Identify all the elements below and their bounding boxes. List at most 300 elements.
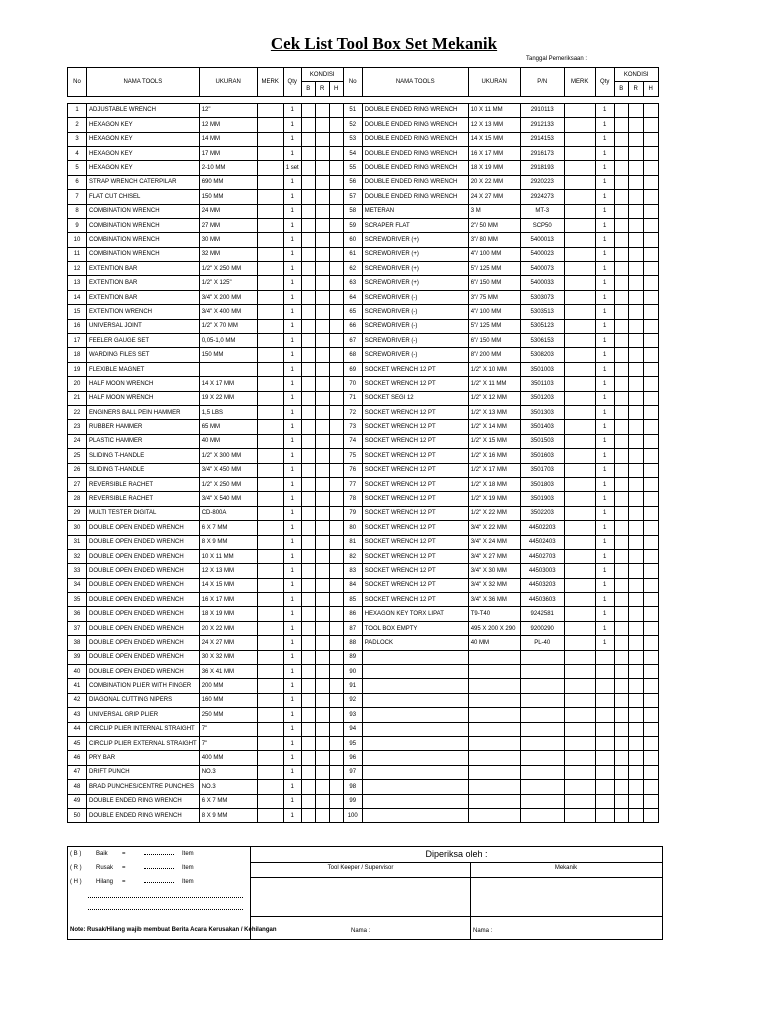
- right-merk[interactable]: [564, 477, 595, 491]
- left-kondisi-b[interactable]: [301, 204, 315, 218]
- right-kondisi-r[interactable]: [628, 621, 643, 635]
- left-kondisi-r[interactable]: [315, 477, 329, 491]
- right-kondisi-b[interactable]: [614, 549, 628, 563]
- right-kondisi-r[interactable]: [628, 334, 643, 348]
- left-kondisi-b[interactable]: [301, 103, 315, 117]
- right-kondisi-h[interactable]: [643, 679, 658, 693]
- right-kondisi-b[interactable]: [614, 190, 628, 204]
- right-kondisi-r[interactable]: [628, 103, 643, 117]
- left-kondisi-h[interactable]: [329, 492, 343, 506]
- left-merk[interactable]: [257, 621, 283, 635]
- left-kondisi-b[interactable]: [301, 175, 315, 189]
- right-kondisi-h[interactable]: [643, 751, 658, 765]
- left-kondisi-b[interactable]: [301, 665, 315, 679]
- left-kondisi-h[interactable]: [329, 161, 343, 175]
- left-kondisi-h[interactable]: [329, 780, 343, 794]
- right-kondisi-b[interactable]: [614, 204, 628, 218]
- right-kondisi-r[interactable]: [628, 521, 643, 535]
- right-kondisi-r[interactable]: [628, 434, 643, 448]
- right-kondisi-r[interactable]: [628, 348, 643, 362]
- left-kondisi-r[interactable]: [315, 305, 329, 319]
- left-merk[interactable]: [257, 334, 283, 348]
- left-kondisi-r[interactable]: [315, 190, 329, 204]
- left-kondisi-b[interactable]: [301, 262, 315, 276]
- right-kondisi-b[interactable]: [614, 521, 628, 535]
- right-kondisi-h[interactable]: [643, 708, 658, 722]
- right-merk[interactable]: [564, 693, 595, 707]
- right-kondisi-r[interactable]: [628, 146, 643, 160]
- right-merk[interactable]: [564, 103, 595, 117]
- left-kondisi-h[interactable]: [329, 521, 343, 535]
- left-kondisi-r[interactable]: [315, 549, 329, 563]
- right-kondisi-h[interactable]: [643, 535, 658, 549]
- left-kondisi-h[interactable]: [329, 405, 343, 419]
- left-merk[interactable]: [257, 780, 283, 794]
- right-kondisi-r[interactable]: [628, 305, 643, 319]
- right-kondisi-b[interactable]: [614, 146, 628, 160]
- right-kondisi-h[interactable]: [643, 118, 658, 132]
- right-merk[interactable]: [564, 578, 595, 592]
- left-merk[interactable]: [257, 146, 283, 160]
- left-kondisi-r[interactable]: [315, 607, 329, 621]
- right-kondisi-b[interactable]: [614, 477, 628, 491]
- left-kondisi-r[interactable]: [315, 262, 329, 276]
- right-merk[interactable]: [564, 650, 595, 664]
- left-kondisi-b[interactable]: [301, 751, 315, 765]
- right-kondisi-b[interactable]: [614, 535, 628, 549]
- right-kondisi-h[interactable]: [643, 218, 658, 232]
- right-kondisi-h[interactable]: [643, 103, 658, 117]
- left-merk[interactable]: [257, 305, 283, 319]
- right-kondisi-h[interactable]: [643, 204, 658, 218]
- left-kondisi-r[interactable]: [315, 233, 329, 247]
- left-merk[interactable]: [257, 233, 283, 247]
- left-kondisi-r[interactable]: [315, 449, 329, 463]
- left-kondisi-b[interactable]: [301, 564, 315, 578]
- left-kondisi-r[interactable]: [315, 521, 329, 535]
- left-kondisi-b[interactable]: [301, 290, 315, 304]
- left-kondisi-h[interactable]: [329, 175, 343, 189]
- left-merk[interactable]: [257, 290, 283, 304]
- left-kondisi-b[interactable]: [301, 621, 315, 635]
- right-merk[interactable]: [564, 751, 595, 765]
- right-kondisi-h[interactable]: [643, 736, 658, 750]
- right-kondisi-b[interactable]: [614, 751, 628, 765]
- right-kondisi-b[interactable]: [614, 319, 628, 333]
- left-kondisi-h[interactable]: [329, 132, 343, 146]
- left-kondisi-r[interactable]: [315, 794, 329, 808]
- left-kondisi-r[interactable]: [315, 578, 329, 592]
- right-kondisi-h[interactable]: [643, 765, 658, 779]
- left-merk[interactable]: [257, 506, 283, 520]
- right-kondisi-r[interactable]: [628, 132, 643, 146]
- left-kondisi-r[interactable]: [315, 780, 329, 794]
- right-kondisi-h[interactable]: [643, 247, 658, 261]
- right-kondisi-h[interactable]: [643, 780, 658, 794]
- left-merk[interactable]: [257, 161, 283, 175]
- left-merk[interactable]: [257, 218, 283, 232]
- blank-line[interactable]: [144, 854, 174, 855]
- left-kondisi-b[interactable]: [301, 146, 315, 160]
- left-kondisi-h[interactable]: [329, 190, 343, 204]
- right-merk[interactable]: [564, 348, 595, 362]
- left-kondisi-h[interactable]: [329, 276, 343, 290]
- right-merk[interactable]: [564, 535, 595, 549]
- right-kondisi-r[interactable]: [628, 679, 643, 693]
- left-kondisi-h[interactable]: [329, 679, 343, 693]
- left-kondisi-h[interactable]: [329, 477, 343, 491]
- right-kondisi-b[interactable]: [614, 578, 628, 592]
- left-merk[interactable]: [257, 549, 283, 563]
- left-kondisi-h[interactable]: [329, 247, 343, 261]
- right-kondisi-h[interactable]: [643, 233, 658, 247]
- left-merk[interactable]: [257, 736, 283, 750]
- left-merk[interactable]: [257, 492, 283, 506]
- right-merk[interactable]: [564, 722, 595, 736]
- right-kondisi-b[interactable]: [614, 607, 628, 621]
- right-kondisi-b[interactable]: [614, 492, 628, 506]
- left-merk[interactable]: [257, 636, 283, 650]
- left-kondisi-h[interactable]: [329, 290, 343, 304]
- left-kondisi-r[interactable]: [315, 319, 329, 333]
- left-kondisi-b[interactable]: [301, 578, 315, 592]
- left-kondisi-h[interactable]: [329, 449, 343, 463]
- right-kondisi-h[interactable]: [643, 348, 658, 362]
- right-kondisi-r[interactable]: [628, 247, 643, 261]
- left-kondisi-r[interactable]: [315, 420, 329, 434]
- right-kondisi-b[interactable]: [614, 233, 628, 247]
- left-kondisi-r[interactable]: [315, 132, 329, 146]
- left-kondisi-h[interactable]: [329, 535, 343, 549]
- left-kondisi-b[interactable]: [301, 780, 315, 794]
- right-kondisi-b[interactable]: [614, 463, 628, 477]
- right-kondisi-r[interactable]: [628, 290, 643, 304]
- left-merk[interactable]: [257, 607, 283, 621]
- right-kondisi-b[interactable]: [614, 794, 628, 808]
- right-kondisi-h[interactable]: [643, 665, 658, 679]
- left-merk[interactable]: [257, 665, 283, 679]
- left-kondisi-r[interactable]: [315, 751, 329, 765]
- right-merk[interactable]: [564, 204, 595, 218]
- right-kondisi-b[interactable]: [614, 679, 628, 693]
- left-merk[interactable]: [257, 593, 283, 607]
- left-kondisi-r[interactable]: [315, 808, 329, 822]
- left-kondisi-h[interactable]: [329, 765, 343, 779]
- right-kondisi-b[interactable]: [614, 722, 628, 736]
- right-kondisi-h[interactable]: [643, 262, 658, 276]
- right-kondisi-r[interactable]: [628, 506, 643, 520]
- right-kondisi-b[interactable]: [614, 218, 628, 232]
- left-kondisi-b[interactable]: [301, 765, 315, 779]
- right-merk[interactable]: [564, 449, 595, 463]
- right-kondisi-h[interactable]: [643, 362, 658, 376]
- left-merk[interactable]: [257, 434, 283, 448]
- left-kondisi-h[interactable]: [329, 693, 343, 707]
- right-kondisi-h[interactable]: [643, 334, 658, 348]
- right-kondisi-r[interactable]: [628, 665, 643, 679]
- blank-line[interactable]: [144, 882, 174, 883]
- right-merk[interactable]: [564, 794, 595, 808]
- right-kondisi-h[interactable]: [643, 578, 658, 592]
- right-merk[interactable]: [564, 391, 595, 405]
- right-kondisi-b[interactable]: [614, 132, 628, 146]
- left-kondisi-r[interactable]: [315, 290, 329, 304]
- right-merk[interactable]: [564, 305, 595, 319]
- right-merk[interactable]: [564, 190, 595, 204]
- right-merk[interactable]: [564, 549, 595, 563]
- left-kondisi-r[interactable]: [315, 334, 329, 348]
- left-kondisi-r[interactable]: [315, 463, 329, 477]
- left-merk[interactable]: [257, 132, 283, 146]
- right-merk[interactable]: [564, 521, 595, 535]
- left-kondisi-b[interactable]: [301, 132, 315, 146]
- right-kondisi-r[interactable]: [628, 492, 643, 506]
- left-merk[interactable]: [257, 722, 283, 736]
- right-kondisi-h[interactable]: [643, 506, 658, 520]
- nama-field-1[interactable]: Nama :: [351, 928, 371, 934]
- right-kondisi-b[interactable]: [614, 175, 628, 189]
- right-kondisi-h[interactable]: [643, 477, 658, 491]
- right-kondisi-b[interactable]: [614, 434, 628, 448]
- right-kondisi-b[interactable]: [614, 276, 628, 290]
- right-kondisi-b[interactable]: [614, 808, 628, 822]
- left-kondisi-r[interactable]: [315, 679, 329, 693]
- left-kondisi-b[interactable]: [301, 348, 315, 362]
- right-merk[interactable]: [564, 765, 595, 779]
- right-kondisi-h[interactable]: [643, 463, 658, 477]
- left-kondisi-b[interactable]: [301, 218, 315, 232]
- right-kondisi-b[interactable]: [614, 420, 628, 434]
- left-kondisi-h[interactable]: [329, 334, 343, 348]
- left-kondisi-r[interactable]: [315, 665, 329, 679]
- left-kondisi-h[interactable]: [329, 362, 343, 376]
- left-kondisi-b[interactable]: [301, 391, 315, 405]
- left-kondisi-b[interactable]: [301, 708, 315, 722]
- left-merk[interactable]: [257, 449, 283, 463]
- right-merk[interactable]: [564, 636, 595, 650]
- right-kondisi-b[interactable]: [614, 334, 628, 348]
- left-merk[interactable]: [257, 405, 283, 419]
- left-kondisi-r[interactable]: [315, 118, 329, 132]
- right-kondisi-b[interactable]: [614, 247, 628, 261]
- left-kondisi-b[interactable]: [301, 607, 315, 621]
- left-merk[interactable]: [257, 262, 283, 276]
- left-merk[interactable]: [257, 348, 283, 362]
- right-kondisi-r[interactable]: [628, 535, 643, 549]
- left-kondisi-r[interactable]: [315, 276, 329, 290]
- right-kondisi-r[interactable]: [628, 765, 643, 779]
- right-kondisi-r[interactable]: [628, 218, 643, 232]
- right-merk[interactable]: [564, 665, 595, 679]
- left-kondisi-b[interactable]: [301, 521, 315, 535]
- right-kondisi-r[interactable]: [628, 463, 643, 477]
- right-merk[interactable]: [564, 334, 595, 348]
- right-kondisi-h[interactable]: [643, 377, 658, 391]
- left-merk[interactable]: [257, 477, 283, 491]
- left-kondisi-h[interactable]: [329, 463, 343, 477]
- left-kondisi-b[interactable]: [301, 535, 315, 549]
- right-kondisi-h[interactable]: [643, 132, 658, 146]
- left-kondisi-h[interactable]: [329, 736, 343, 750]
- mekanik-signature-area[interactable]: [470, 878, 662, 916]
- right-kondisi-b[interactable]: [614, 118, 628, 132]
- left-kondisi-b[interactable]: [301, 434, 315, 448]
- right-merk[interactable]: [564, 405, 595, 419]
- left-kondisi-r[interactable]: [315, 175, 329, 189]
- left-kondisi-r[interactable]: [315, 405, 329, 419]
- right-merk[interactable]: [564, 161, 595, 175]
- right-kondisi-h[interactable]: [643, 405, 658, 419]
- left-merk[interactable]: [257, 319, 283, 333]
- right-kondisi-r[interactable]: [628, 204, 643, 218]
- left-merk[interactable]: [257, 247, 283, 261]
- left-kondisi-h[interactable]: [329, 348, 343, 362]
- right-kondisi-b[interactable]: [614, 305, 628, 319]
- right-kondisi-h[interactable]: [643, 290, 658, 304]
- left-kondisi-h[interactable]: [329, 665, 343, 679]
- left-merk[interactable]: [257, 708, 283, 722]
- left-kondisi-h[interactable]: [329, 391, 343, 405]
- left-merk[interactable]: [257, 362, 283, 376]
- left-kondisi-r[interactable]: [315, 218, 329, 232]
- left-merk[interactable]: [257, 794, 283, 808]
- left-kondisi-b[interactable]: [301, 679, 315, 693]
- right-merk[interactable]: [564, 708, 595, 722]
- right-kondisi-r[interactable]: [628, 650, 643, 664]
- left-kondisi-r[interactable]: [315, 146, 329, 160]
- left-kondisi-h[interactable]: [329, 578, 343, 592]
- left-kondisi-h[interactable]: [329, 377, 343, 391]
- right-kondisi-h[interactable]: [643, 722, 658, 736]
- right-merk[interactable]: [564, 434, 595, 448]
- left-kondisi-h[interactable]: [329, 506, 343, 520]
- left-kondisi-h[interactable]: [329, 204, 343, 218]
- right-kondisi-r[interactable]: [628, 118, 643, 132]
- left-kondisi-r[interactable]: [315, 247, 329, 261]
- left-kondisi-b[interactable]: [301, 233, 315, 247]
- left-merk[interactable]: [257, 521, 283, 535]
- right-kondisi-b[interactable]: [614, 405, 628, 419]
- left-kondisi-b[interactable]: [301, 405, 315, 419]
- left-kondisi-h[interactable]: [329, 650, 343, 664]
- left-merk[interactable]: [257, 765, 283, 779]
- left-kondisi-b[interactable]: [301, 808, 315, 822]
- left-kondisi-r[interactable]: [315, 636, 329, 650]
- right-kondisi-h[interactable]: [643, 420, 658, 434]
- right-merk[interactable]: [564, 262, 595, 276]
- left-merk[interactable]: [257, 578, 283, 592]
- right-kondisi-r[interactable]: [628, 377, 643, 391]
- right-kondisi-b[interactable]: [614, 765, 628, 779]
- left-kondisi-b[interactable]: [301, 593, 315, 607]
- left-kondisi-h[interactable]: [329, 722, 343, 736]
- right-merk[interactable]: [564, 233, 595, 247]
- left-kondisi-r[interactable]: [315, 492, 329, 506]
- left-merk[interactable]: [257, 204, 283, 218]
- left-kondisi-r[interactable]: [315, 103, 329, 117]
- left-kondisi-h[interactable]: [329, 751, 343, 765]
- right-kondisi-b[interactable]: [614, 780, 628, 794]
- right-kondisi-b[interactable]: [614, 708, 628, 722]
- left-kondisi-b[interactable]: [301, 693, 315, 707]
- right-kondisi-r[interactable]: [628, 319, 643, 333]
- right-kondisi-b[interactable]: [614, 377, 628, 391]
- left-merk[interactable]: [257, 103, 283, 117]
- right-kondisi-h[interactable]: [643, 305, 658, 319]
- left-kondisi-h[interactable]: [329, 118, 343, 132]
- left-merk[interactable]: [257, 391, 283, 405]
- right-kondisi-b[interactable]: [614, 636, 628, 650]
- left-merk[interactable]: [257, 276, 283, 290]
- right-merk[interactable]: [564, 247, 595, 261]
- right-kondisi-r[interactable]: [628, 190, 643, 204]
- right-kondisi-r[interactable]: [628, 780, 643, 794]
- right-kondisi-h[interactable]: [643, 636, 658, 650]
- left-kondisi-r[interactable]: [315, 506, 329, 520]
- right-merk[interactable]: [564, 420, 595, 434]
- left-kondisi-r[interactable]: [315, 693, 329, 707]
- right-kondisi-b[interactable]: [614, 348, 628, 362]
- left-merk[interactable]: [257, 463, 283, 477]
- right-kondisi-r[interactable]: [628, 549, 643, 563]
- left-kondisi-b[interactable]: [301, 636, 315, 650]
- right-kondisi-r[interactable]: [628, 233, 643, 247]
- left-kondisi-r[interactable]: [315, 621, 329, 635]
- left-merk[interactable]: [257, 693, 283, 707]
- left-kondisi-r[interactable]: [315, 161, 329, 175]
- right-kondisi-r[interactable]: [628, 564, 643, 578]
- left-merk[interactable]: [257, 751, 283, 765]
- right-kondisi-h[interactable]: [643, 794, 658, 808]
- right-kondisi-b[interactable]: [614, 290, 628, 304]
- left-kondisi-b[interactable]: [301, 722, 315, 736]
- right-merk[interactable]: [564, 506, 595, 520]
- blank-line[interactable]: [144, 868, 174, 869]
- left-kondisi-h[interactable]: [329, 564, 343, 578]
- right-kondisi-r[interactable]: [628, 636, 643, 650]
- right-kondisi-h[interactable]: [643, 621, 658, 635]
- left-kondisi-h[interactable]: [329, 103, 343, 117]
- left-merk[interactable]: [257, 564, 283, 578]
- left-kondisi-b[interactable]: [301, 650, 315, 664]
- right-kondisi-b[interactable]: [614, 391, 628, 405]
- right-kondisi-r[interactable]: [628, 578, 643, 592]
- left-kondisi-r[interactable]: [315, 434, 329, 448]
- right-kondisi-r[interactable]: [628, 276, 643, 290]
- right-kondisi-r[interactable]: [628, 751, 643, 765]
- right-merk[interactable]: [564, 377, 595, 391]
- left-merk[interactable]: [257, 175, 283, 189]
- left-kondisi-b[interactable]: [301, 247, 315, 261]
- right-merk[interactable]: [564, 132, 595, 146]
- right-kondisi-h[interactable]: [643, 146, 658, 160]
- left-kondisi-h[interactable]: [329, 305, 343, 319]
- right-kondisi-r[interactable]: [628, 262, 643, 276]
- left-kondisi-b[interactable]: [301, 736, 315, 750]
- left-kondisi-r[interactable]: [315, 708, 329, 722]
- right-kondisi-r[interactable]: [628, 449, 643, 463]
- left-kondisi-r[interactable]: [315, 377, 329, 391]
- left-kondisi-r[interactable]: [315, 535, 329, 549]
- right-kondisi-h[interactable]: [643, 449, 658, 463]
- left-merk[interactable]: [257, 650, 283, 664]
- left-kondisi-r[interactable]: [315, 348, 329, 362]
- left-merk[interactable]: [257, 190, 283, 204]
- right-kondisi-h[interactable]: [643, 391, 658, 405]
- right-kondisi-h[interactable]: [643, 607, 658, 621]
- left-kondisi-r[interactable]: [315, 391, 329, 405]
- right-kondisi-r[interactable]: [628, 794, 643, 808]
